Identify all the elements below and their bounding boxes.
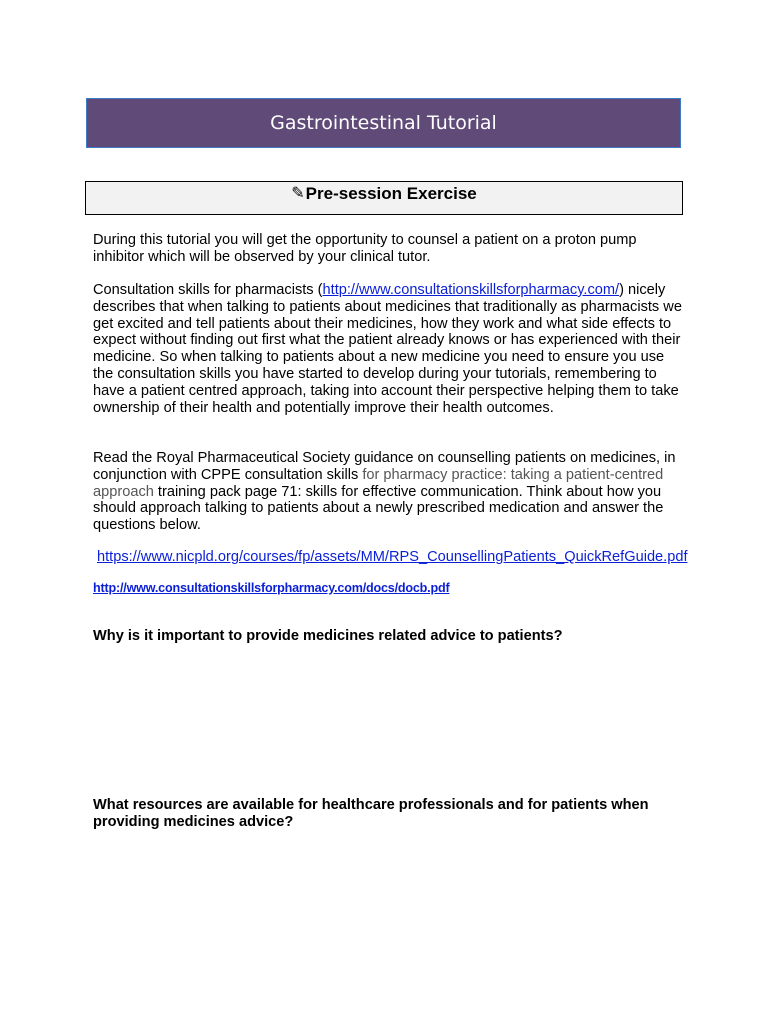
- pencil-icon: ✎: [291, 185, 305, 202]
- rps-guide-link[interactable]: https://www.nicpld.org/courses/fp/assets/MM/RPS_CounsellingPatients_QuickRefGuide.pdf: [97, 549, 688, 565]
- intro-paragraph: During this tutorial you will get the opportunity to counsel a patient on a proton pump inhibitor which will be observed by your clinical tutor.: [93, 232, 637, 265]
- consultation-paragraph: [93, 282, 683, 416]
- consultation-body: ) nicely describes that when talking to patients about medicines that traditionally as pharmacists we get excited and tell patients about their medicines, how they work and what side effects to expect without finding out first what the patient already knows or has experienced with their medicine. So when talking to patients about a new medicine you need to ensure you use the consultation skills you have started to develop during your tutorials, remembering to have a patient centred approach, taking into account their perspective helping them to take ownership of their health and potentially improve their health outcomes.: [93, 282, 682, 416]
- consultation-prefix: Consultation skills for pharmacists (: [93, 282, 323, 298]
- reading-title: for pharmacy practice: taking a patient-centred approach: [93, 466, 664, 500]
- page-title: Gastrointestinal Tutorial: [270, 112, 497, 134]
- question-1: Why is it important to provide medicines related advice to patients?: [93, 628, 563, 644]
- exercise-heading: Pre-session Exercise: [305, 184, 477, 203]
- docb-link-line: [93, 580, 683, 597]
- docb-link[interactable]: http://www.consultationskillsforpharmacy.com/docs/docb.pdf: [93, 581, 450, 595]
- reading-part3: training pack page 71: skills for effective communication. Think about how you should approach talking to patients about a newly prescribed medication and answer the questions below.: [93, 483, 664, 534]
- rps-link-line: [97, 549, 697, 566]
- question-2: What resources are available for healthcare professionals and for patients when providing medicines advice?: [93, 797, 649, 830]
- consultation-link[interactable]: http://www.consultationskillsforpharmacy.com/: [322, 282, 620, 298]
- reading-paragraph: [93, 450, 683, 534]
- exercise-header: [85, 181, 683, 215]
- reading-part1: Read the Royal Pharmaceutical Society guidance on counselling patients on medicines, in conjunction with CPPE consultation skills: [93, 450, 676, 483]
- title-banner: [86, 98, 681, 148]
